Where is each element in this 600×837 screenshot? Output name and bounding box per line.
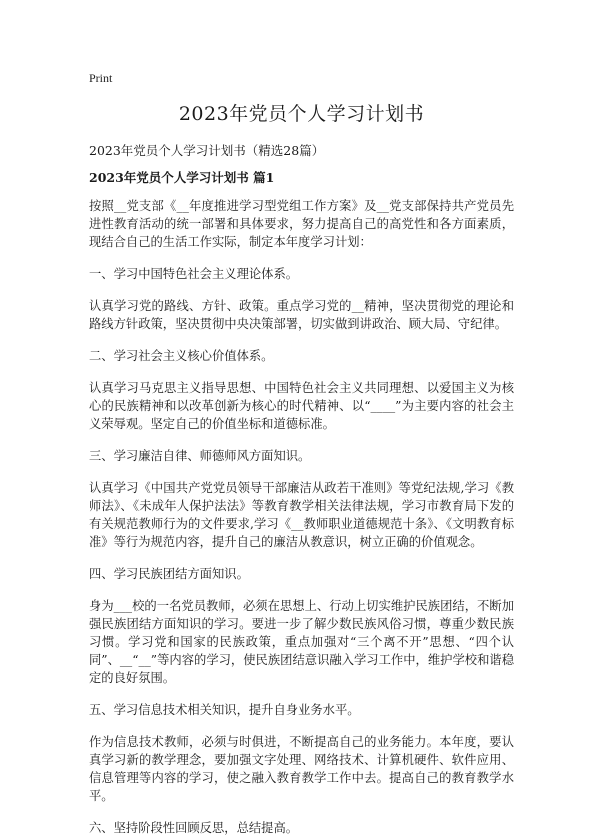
item-paragraph-5: 作为信息技术教师，必须与时俱进，不断提高自己的业务能力。本年度，要认真学习新的教学理念，要加强文字处理、网络技术、计算机硬件、软件应用、信息管理等内容的学习，使之融入教育教学工作中去。提高自己的教育教学水平。 [89,735,514,803]
item-heading-1: 一、学习中国特色社会主义理论体系。 [89,267,299,281]
item-heading-5: 五、学习信息技术相关知识，提升自身业务水平。 [89,703,360,717]
intro-paragraph: 按照__党支部《__年度推进学习型党组工作方案》及__党支部保持共产党员先进性教育活动的统一部署和具体要求，努力提高自己的高党性和各方面素质，现结合自己的生活工作实际，制定本年度学习计划： [89,199,514,249]
item-paragraph-4: 身为___校的一名党员教师，必须在思想上、行动上切实维护民族团结，不断加强民族团结方面知识的学习。要进一步了解少数民族风俗习惯，尊重少数民族习惯。学习党和国家的民族政策，重点加强对“三个离不开”思想、“四个认同”、__“__”等内容的学习，使民族团结意识融入学习工作中，维护学校和谐稳定的良好氛围。 [89,599,514,685]
item-heading-6: 六、坚持阶段性回顾反思，总结提高。 [89,821,299,835]
item-heading-2: 二、学习社会主义核心价值体系。 [89,349,274,363]
item-paragraph-2: 认真学习马克思主义指导思想、中国特色社会主义共同理想、以爱国主义为核心的民族精神和以改革创新为核心的时代精神、以“____”为主要内容的社会主义荣辱观。坚定自己的价值坐标和道德标准。 [89,381,514,431]
document-subtitle: 2023年党员个人学习计划书（精选28篇） [89,143,325,158]
document-title: 2023年党员个人学习计划书 [178,103,425,125]
section-heading: 2023年党员个人学习计划书 篇1 [89,170,275,185]
item-paragraph-1: 认真学习党的路线、方针、政策。重点学习党的__精神，坚决贯彻党的理论和路线方针政策，坚决贯彻中央决策部署，切实做到讲政治、顾大局、守纪律。 [89,299,514,331]
item-heading-4: 四、学习民族团结方面知识。 [89,567,249,581]
item-heading-3: 三、学习廉洁自律、师德师风方面知识。 [89,449,311,463]
item-paragraph-3: 认真学习《中国共产党党员领导干部廉洁从政若干准则》等党纪法规,学习《教师法》、《未成年人保护法法》等教育教学相关法律法规，学习市教育局下发的有关规范教师行为的文件要求,学习《__教师职业道德规范十条》、《文明教育标准》等行为规范内容，提升自己的廉洁从教意识，树立正确的价值观念。 [89,481,514,549]
print-link[interactable]: Print [89,71,113,85]
